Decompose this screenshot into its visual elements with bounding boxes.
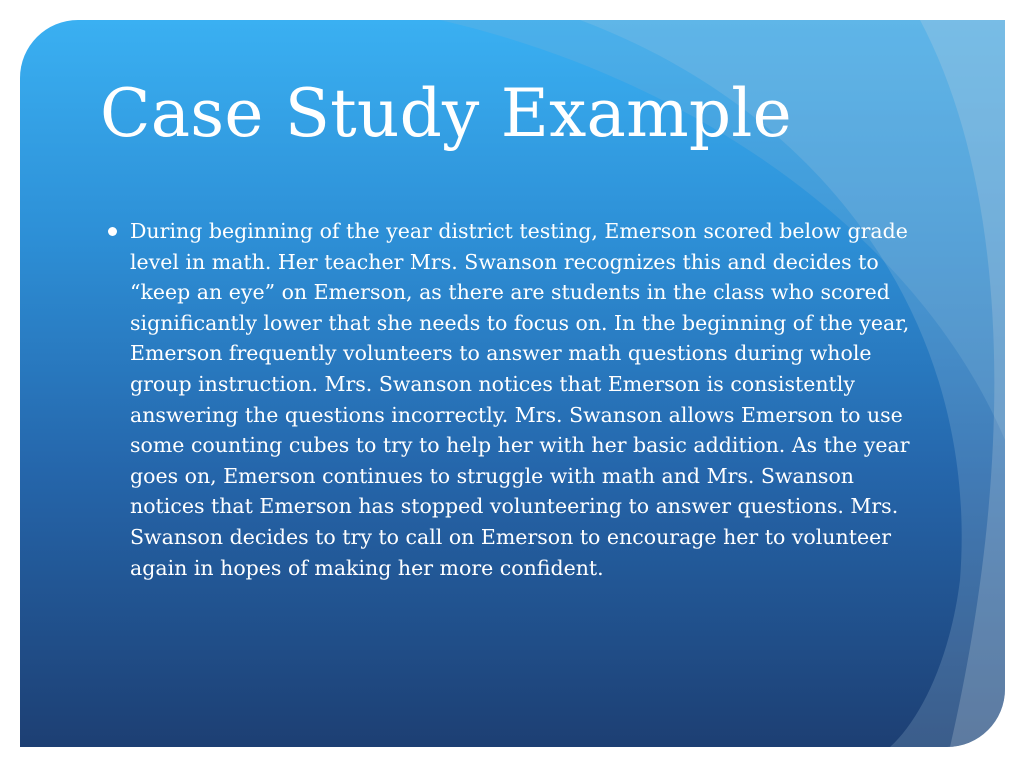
bullet-item xyxy=(108,216,928,583)
slide xyxy=(20,20,1005,747)
bullet-text: During beginning of the year district testing, Emerson scored below grade level in math. Her teacher Mrs. Swanson recognizes this and decides to “keep an eye” on Emerson, as there are students in the class who scored significantly lower that she needs to focus on. In the beginning of the year, Emerson frequently volunteers to answer math questions during whole group instruction. Mrs. Swanson notices that Emerson is consistently answering the questions incorrectly. Mrs. Swanson allows Emerson to use some counting cubes to try to help her with her basic addition. As the year goes on, Emerson continues to struggle with math and Mrs. Swanson notices that Emerson has stopped volunteering to answer questions. Mrs. Swanson decides to try to call on Emerson to encourage her to volunteer again in hopes of making her more confident. xyxy=(130,219,910,580)
slide-title: Case Study Example xyxy=(100,75,792,152)
content-body xyxy=(108,216,928,583)
bullet-dot-icon xyxy=(108,227,117,236)
